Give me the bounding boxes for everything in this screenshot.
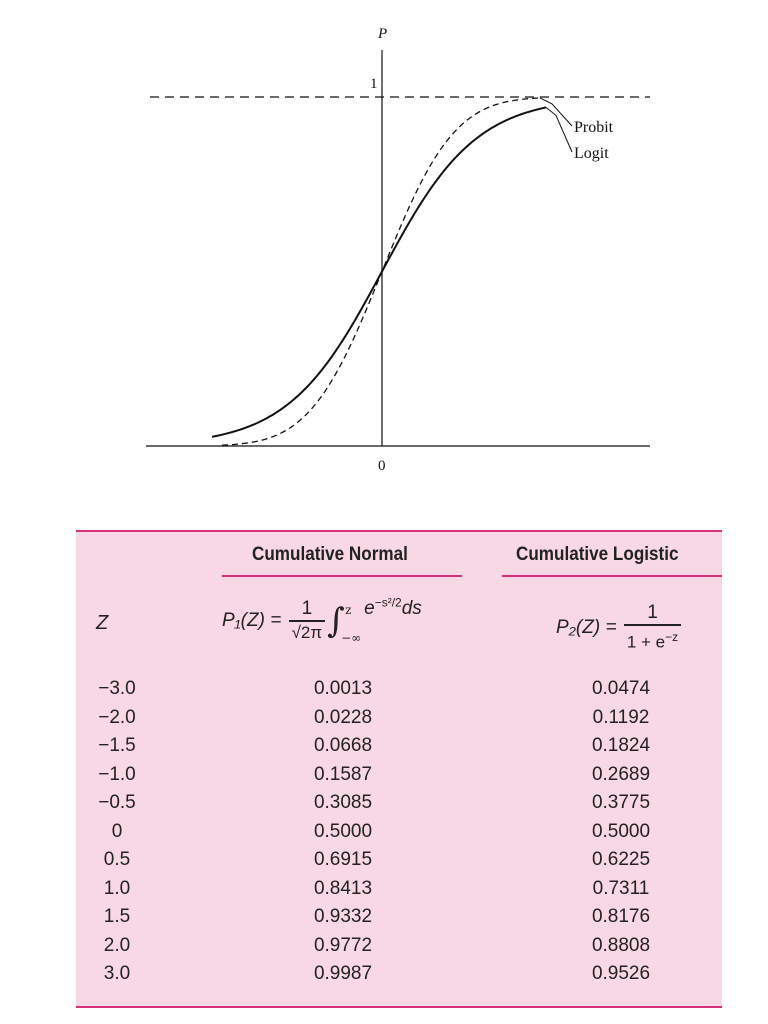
z-column-header: Z <box>96 612 109 634</box>
logistic-den-exponent: −z <box>665 630 679 644</box>
logistic-cell: 0.9526 <box>591 963 651 984</box>
normal-cell: 0.9772 <box>313 934 373 956</box>
normal-formula-lhs: P₁(Z) = <box>222 610 282 632</box>
integral-sign: ∫ z −∞ <box>327 601 362 645</box>
z-cell: 2.0 <box>103 934 131 956</box>
logistic-cell: 0.7311 <box>592 877 650 899</box>
table-row <box>76 878 722 907</box>
z-cell: −1.0 <box>98 763 136 785</box>
y-axis-label: P <box>378 26 388 42</box>
logistic-formula-denominator <box>624 626 681 654</box>
logistic-header-rule <box>502 575 722 577</box>
logistic-cell: 0.0474 <box>591 678 651 699</box>
table-row <box>76 821 722 850</box>
normal-formula-fraction <box>289 598 326 644</box>
z-cell: −1.5 <box>98 735 136 756</box>
z-cell: 0.5 <box>103 849 131 870</box>
normal-cell: 0.5000 <box>313 820 373 842</box>
normal-formula-ds: ds <box>401 598 422 620</box>
normal-cell: 0.9987 <box>313 963 373 984</box>
table-row <box>76 707 722 736</box>
normal-cell: 0.0228 <box>313 706 373 728</box>
logistic-cell: 0.6225 <box>591 849 651 870</box>
logit-curve <box>212 107 546 436</box>
normal-formula-numerator: 1 <box>289 598 326 622</box>
normal-cell: 0.9332 <box>313 906 373 927</box>
table-row <box>76 764 722 793</box>
probit-leader-line <box>540 98 572 126</box>
normal-cell: 0.0668 <box>313 735 373 756</box>
z-cell: 1.0 <box>103 877 131 899</box>
logistic-den-base: 1 + e <box>626 632 666 652</box>
normal-cell: 0.1587 <box>313 763 373 785</box>
normal-cell: 0.3085 <box>313 792 373 813</box>
normal-cell: 0.6915 <box>313 849 373 870</box>
logistic-cell: 0.5000 <box>591 820 651 842</box>
z-cell: −2.0 <box>98 706 136 728</box>
table-row <box>76 963 722 992</box>
x-tick-label: 0 <box>378 458 386 474</box>
logistic-cell: 0.2689 <box>591 763 651 785</box>
z-cell: 3.0 <box>103 963 131 984</box>
table-row <box>76 735 722 764</box>
table-body <box>76 678 722 992</box>
normal-cdf-formula <box>222 595 422 645</box>
logistic-cell: 0.1192 <box>592 706 650 728</box>
logistic-cell: 0.1824 <box>591 735 651 756</box>
cumulative-normal-header: Cumulative Normal <box>252 544 408 565</box>
table-row <box>76 849 722 878</box>
probability-table <box>76 530 722 1008</box>
normal-formula-denominator: √2π <box>291 623 323 642</box>
normal-cell: 0.8413 <box>313 877 373 899</box>
cumulative-logistic-header: Cumulative Logistic <box>516 544 679 565</box>
logistic-formula-numerator: 1 <box>624 602 681 626</box>
logistic-cell: 0.3775 <box>591 792 651 813</box>
normal-formula-integrand: e <box>364 598 375 620</box>
logistic-cell: 0.8808 <box>591 934 651 956</box>
table-row <box>76 678 722 707</box>
table-row <box>76 792 722 821</box>
z-cell: 1.5 <box>103 906 131 927</box>
normal-formula-exponent: −s²/2 <box>374 595 402 610</box>
logistic-formula-fraction <box>624 602 681 654</box>
logistic-formula-lhs: P₂(Z) = <box>556 616 617 638</box>
table-row <box>76 906 722 935</box>
y-tick-label: 1 <box>370 76 378 92</box>
legend-probit: Probit <box>574 119 614 136</box>
z-cell: −0.5 <box>98 792 136 813</box>
integral-upper-limit: z <box>345 603 352 617</box>
z-cell: 0 <box>111 820 123 842</box>
logit-leader-line <box>546 107 572 152</box>
table-row <box>76 935 722 964</box>
normal-cell: 0.0013 <box>313 678 373 699</box>
z-cell: −3.0 <box>98 678 136 699</box>
normal-header-rule <box>222 575 462 577</box>
legend-logit: Logit <box>574 145 609 162</box>
logistic-cdf-formula <box>556 602 683 654</box>
logistic-cell: 0.8176 <box>591 906 651 927</box>
integral-lower-limit: −∞ <box>341 631 362 645</box>
probit-logit-chart <box>0 0 768 500</box>
